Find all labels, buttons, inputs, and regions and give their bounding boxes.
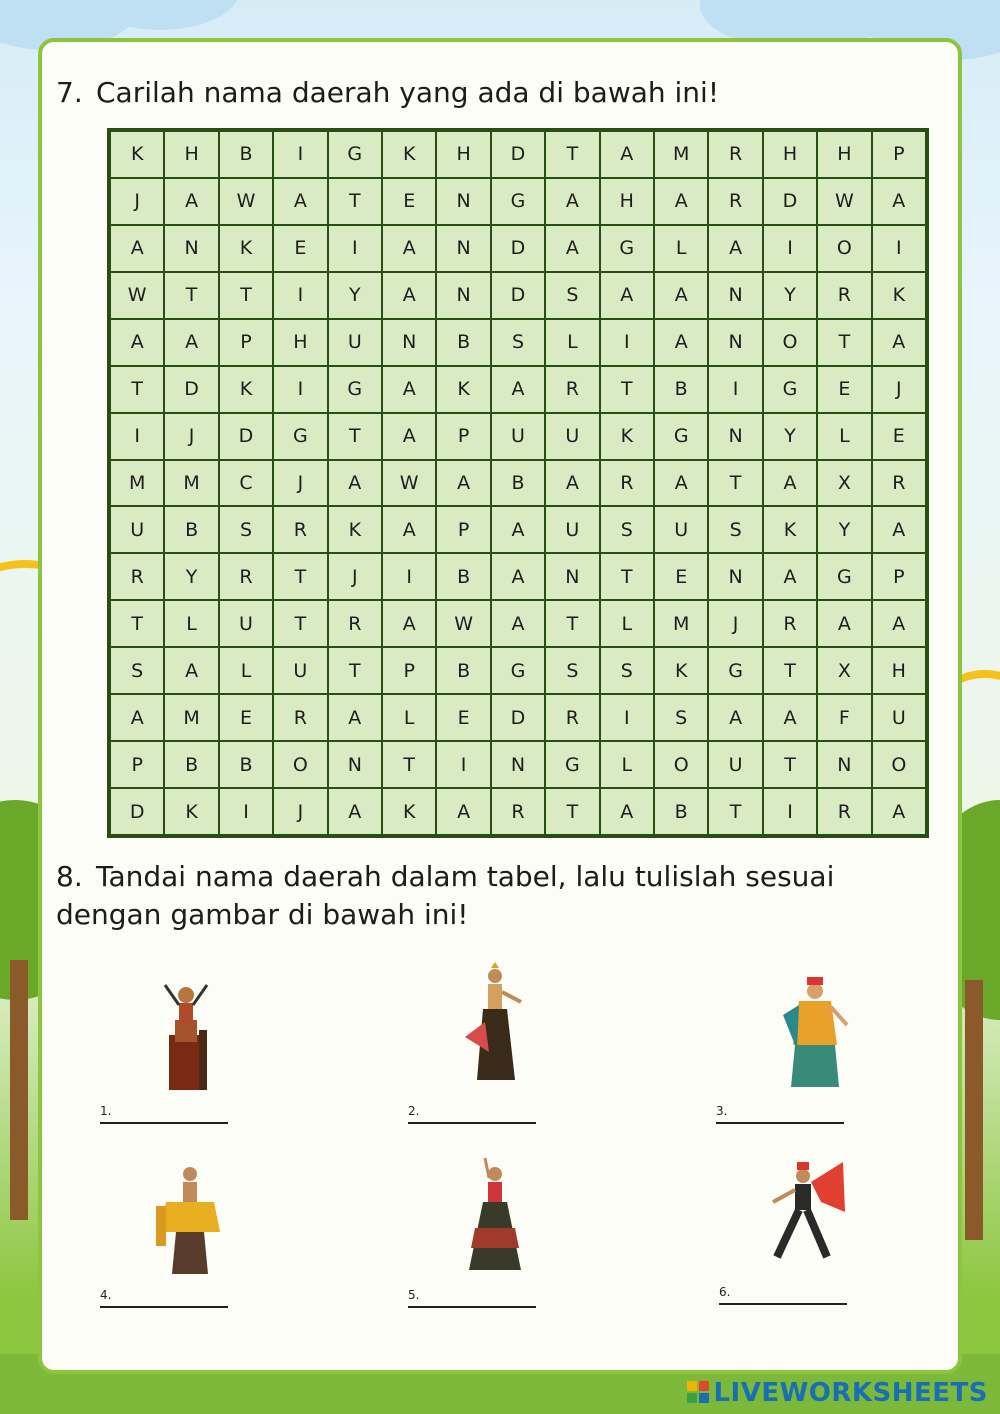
grid-cell[interactable]: I — [872, 225, 926, 272]
grid-cell[interactable]: L — [164, 600, 218, 647]
grid-cell[interactable]: T — [545, 131, 599, 178]
grid-cell[interactable]: A — [654, 178, 708, 225]
grid-cell[interactable]: K — [382, 788, 436, 835]
answer-label-2: 2. — [408, 1104, 420, 1118]
answer-label-1: 1. — [100, 1104, 112, 1118]
grid-cell[interactable]: D — [164, 366, 218, 413]
grid-cell[interactable]: H — [436, 131, 490, 178]
grid-cell[interactable]: T — [545, 600, 599, 647]
grid-cell[interactable]: B — [164, 506, 218, 553]
grid-cell[interactable]: T — [110, 366, 164, 413]
grid-cell[interactable]: R — [817, 272, 871, 319]
grid-cell[interactable]: U — [708, 741, 762, 788]
grid-cell[interactable]: I — [382, 553, 436, 600]
grid-cell[interactable]: Y — [164, 553, 218, 600]
grid-cell[interactable]: R — [219, 553, 273, 600]
grid-cell[interactable]: A — [545, 225, 599, 272]
grid-cell[interactable]: A — [872, 788, 926, 835]
dancer-figure-5-image — [455, 1158, 535, 1278]
grid-cell[interactable]: G — [817, 553, 871, 600]
grid-cell[interactable]: K — [872, 272, 926, 319]
grid-cell[interactable]: W — [436, 600, 490, 647]
answer-label-3: 3. — [716, 1104, 728, 1118]
grid-cell[interactable]: L — [545, 319, 599, 366]
grid-cell[interactable]: T — [708, 460, 762, 507]
grid-cell[interactable]: R — [872, 460, 926, 507]
grid-cell[interactable]: T — [763, 647, 817, 694]
question-8 — [56, 858, 932, 934]
question-8-number: 8. — [56, 860, 83, 893]
grid-cell[interactable]: U — [654, 506, 708, 553]
grid-cell[interactable]: B — [436, 319, 490, 366]
grid-cell[interactable]: D — [491, 131, 545, 178]
grid-cell[interactable]: Y — [763, 413, 817, 460]
grid-cell[interactable]: T — [545, 788, 599, 835]
grid-cell[interactable]: E — [273, 225, 327, 272]
grid-cell[interactable]: B — [219, 741, 273, 788]
grid-cell[interactable]: E — [817, 366, 871, 413]
grid-cell[interactable]: K — [219, 366, 273, 413]
grid-cell[interactable]: D — [763, 178, 817, 225]
grid-cell[interactable]: E — [382, 178, 436, 225]
grid-cell[interactable]: Y — [763, 272, 817, 319]
grid-cell[interactable]: N — [708, 413, 762, 460]
grid-cell[interactable]: T — [382, 741, 436, 788]
grid-cell[interactable]: J — [273, 788, 327, 835]
grid-cell[interactable]: A — [110, 319, 164, 366]
grid-cell[interactable]: H — [763, 131, 817, 178]
grid-cell[interactable]: U — [545, 413, 599, 460]
grid-cell[interactable]: P — [872, 131, 926, 178]
grid-cell[interactable]: U — [872, 694, 926, 741]
grid-cell[interactable]: K — [600, 413, 654, 460]
grid-cell[interactable]: S — [600, 647, 654, 694]
grid-cell[interactable]: T — [817, 319, 871, 366]
grid-cell[interactable]: R — [708, 131, 762, 178]
answer-line-3[interactable] — [716, 1122, 844, 1124]
grid-cell[interactable]: A — [872, 319, 926, 366]
grid-cell[interactable]: A — [654, 272, 708, 319]
grid-cell[interactable]: A — [436, 788, 490, 835]
grid-cell[interactable]: G — [654, 413, 708, 460]
grid-cell[interactable]: B — [436, 647, 490, 694]
grid-cell[interactable]: I — [708, 366, 762, 413]
grid-cell[interactable]: S — [600, 506, 654, 553]
grid-cell[interactable]: A — [436, 460, 490, 507]
grid-cell[interactable]: L — [817, 413, 871, 460]
grid-cell[interactable]: G — [273, 413, 327, 460]
grid-cell[interactable]: C — [219, 460, 273, 507]
grid-cell[interactable]: N — [708, 272, 762, 319]
grid-cell[interactable]: I — [600, 319, 654, 366]
grid-cell[interactable]: U — [545, 506, 599, 553]
grid-cell[interactable]: R — [110, 553, 164, 600]
grid-cell[interactable]: N — [382, 319, 436, 366]
grid-cell[interactable]: G — [491, 647, 545, 694]
grid-cell[interactable]: A — [273, 178, 327, 225]
grid-cell[interactable]: N — [328, 741, 382, 788]
grid-cell[interactable]: B — [219, 131, 273, 178]
grid-cell[interactable]: L — [600, 600, 654, 647]
grid-cell[interactable]: T — [273, 553, 327, 600]
grid-cell[interactable]: P — [110, 741, 164, 788]
grid-cell[interactable]: G — [328, 366, 382, 413]
grid-cell[interactable]: O — [817, 225, 871, 272]
grid-cell[interactable]: T — [600, 366, 654, 413]
grid-cell[interactable]: I — [763, 225, 817, 272]
answer-field-2[interactable] — [408, 1104, 538, 1124]
grid-cell[interactable]: A — [817, 600, 871, 647]
grid-cell[interactable]: L — [600, 741, 654, 788]
question-8-text: Tandai nama daerah dalam tabel, lalu tulislah sesuai dengan gambar di bawah ini! — [56, 860, 835, 931]
grid-cell[interactable]: X — [817, 460, 871, 507]
grid-cell[interactable]: A — [382, 413, 436, 460]
grid-cell[interactable]: N — [491, 741, 545, 788]
grid-cell[interactable]: Y — [817, 506, 871, 553]
liveworksheets-brand[interactable] — [687, 1378, 988, 1408]
grid-cell[interactable]: R — [491, 788, 545, 835]
grid-cell[interactable]: A — [110, 225, 164, 272]
grid-cell[interactable]: A — [708, 694, 762, 741]
answer-field-5[interactable] — [408, 1288, 538, 1308]
question-7-number: 7. — [56, 76, 83, 109]
grid-cell[interactable]: K — [164, 788, 218, 835]
grid-cell[interactable]: T — [164, 272, 218, 319]
grid-cell[interactable]: A — [600, 131, 654, 178]
grid-cell[interactable]: I — [436, 741, 490, 788]
answer-field-6[interactable] — [719, 1285, 849, 1305]
liveworksheets-logo-icon — [687, 1381, 709, 1403]
grid-cell[interactable]: R — [273, 506, 327, 553]
answer-label-4: 4. — [100, 1288, 112, 1302]
grid-cell[interactable]: J — [872, 366, 926, 413]
grid-cell[interactable]: P — [219, 319, 273, 366]
answer-line-6[interactable] — [719, 1303, 847, 1305]
grid-cell[interactable]: A — [164, 319, 218, 366]
grid-cell[interactable]: J — [164, 413, 218, 460]
grid-cell[interactable]: B — [436, 553, 490, 600]
grid-cell[interactable]: E — [219, 694, 273, 741]
grid-cell[interactable]: N — [436, 178, 490, 225]
grid-cell[interactable]: A — [708, 225, 762, 272]
grid-cell[interactable]: R — [545, 694, 599, 741]
grid-cell[interactable]: B — [491, 460, 545, 507]
grid-cell[interactable]: K — [219, 225, 273, 272]
grid-cell[interactable]: H — [872, 647, 926, 694]
grid-cell[interactable]: G — [491, 178, 545, 225]
grid-cell[interactable]: R — [763, 600, 817, 647]
grid-cell[interactable]: R — [328, 600, 382, 647]
answer-field-4[interactable] — [100, 1288, 230, 1308]
grid-cell[interactable]: T — [708, 788, 762, 835]
grid-cell[interactable]: J — [328, 553, 382, 600]
grid-cell[interactable]: W — [382, 460, 436, 507]
grid-cell[interactable]: J — [273, 460, 327, 507]
grid-cell[interactable]: T — [110, 600, 164, 647]
grid-cell[interactable]: A — [654, 460, 708, 507]
grid-cell[interactable]: G — [708, 647, 762, 694]
grid-cell[interactable]: N — [436, 225, 490, 272]
grid-cell[interactable]: A — [328, 460, 382, 507]
grid-cell[interactable]: A — [545, 460, 599, 507]
grid-cell[interactable]: A — [491, 553, 545, 600]
grid-cell[interactable]: A — [763, 553, 817, 600]
grid-cell[interactable]: L — [654, 225, 708, 272]
grid-cell[interactable]: K — [382, 131, 436, 178]
grid-cell[interactable]: I — [219, 788, 273, 835]
grid-cell[interactable]: A — [328, 694, 382, 741]
grid-cell[interactable]: I — [273, 131, 327, 178]
grid-cell[interactable]: J — [110, 178, 164, 225]
grid-cell[interactable]: R — [273, 694, 327, 741]
grid-cell[interactable]: B — [164, 741, 218, 788]
grid-cell[interactable]: F — [817, 694, 871, 741]
grid-cell[interactable]: L — [382, 694, 436, 741]
grid-cell[interactable]: T — [219, 272, 273, 319]
dancer-figure-4-image — [150, 1162, 230, 1282]
drummer-figure-image — [155, 975, 235, 1095]
grid-cell[interactable]: S — [654, 694, 708, 741]
grid-cell[interactable]: G — [328, 131, 382, 178]
grid-cell[interactable]: A — [328, 788, 382, 835]
grid-cell[interactable]: E — [872, 413, 926, 460]
answer-label-5: 5. — [408, 1288, 420, 1302]
grid-cell[interactable]: D — [110, 788, 164, 835]
grid-cell[interactable]: A — [654, 319, 708, 366]
grid-cell[interactable]: W — [219, 178, 273, 225]
grid-cell[interactable]: W — [817, 178, 871, 225]
grid-cell[interactable]: E — [436, 694, 490, 741]
grid-cell[interactable]: M — [164, 460, 218, 507]
grid-cell[interactable]: T — [328, 178, 382, 225]
grid-cell[interactable]: U — [328, 319, 382, 366]
grid-cell[interactable]: N — [164, 225, 218, 272]
grid-cell[interactable]: U — [219, 600, 273, 647]
answer-line-1[interactable] — [100, 1122, 228, 1124]
grid-cell[interactable]: D — [491, 694, 545, 741]
grid-cell[interactable]: L — [219, 647, 273, 694]
brand-name: LIVEWORKSHEETS — [713, 1378, 988, 1408]
answer-line-5[interactable] — [408, 1306, 536, 1308]
dancer-figure-2-image — [455, 962, 535, 1082]
grid-cell[interactable]: N — [708, 553, 762, 600]
word-search-grid[interactable] — [107, 128, 929, 838]
grid-cell[interactable]: K — [110, 131, 164, 178]
grid-cell[interactable]: O — [872, 741, 926, 788]
grid-cell[interactable]: X — [817, 647, 871, 694]
grid-cell[interactable]: H — [600, 178, 654, 225]
grid-cell[interactable]: S — [545, 647, 599, 694]
grid-cell[interactable]: N — [436, 272, 490, 319]
grid-cell[interactable]: I — [328, 225, 382, 272]
grid-cell[interactable]: A — [872, 600, 926, 647]
grid-cell[interactable]: I — [600, 694, 654, 741]
answer-label-6: 6. — [719, 1285, 731, 1299]
grid-cell[interactable]: T — [328, 647, 382, 694]
grid-cell[interactable]: B — [654, 788, 708, 835]
grid-cell[interactable]: P — [872, 553, 926, 600]
grid-cell[interactable]: I — [110, 413, 164, 460]
grid-cell[interactable]: I — [273, 272, 327, 319]
grid-cell[interactable]: A — [872, 506, 926, 553]
grid-cell[interactable]: A — [382, 272, 436, 319]
grid-cell[interactable]: D — [491, 272, 545, 319]
answer-line-4[interactable] — [100, 1306, 228, 1308]
grid-cell[interactable]: T — [600, 553, 654, 600]
grid-cell[interactable]: A — [600, 788, 654, 835]
grid-cell[interactable]: H — [273, 319, 327, 366]
grid-cell[interactable]: P — [382, 647, 436, 694]
grid-cell[interactable]: U — [110, 506, 164, 553]
grid-cell[interactable]: G — [763, 366, 817, 413]
grid-cell[interactable]: S — [219, 506, 273, 553]
grid-cell[interactable]: A — [545, 178, 599, 225]
dancer-figure-3-image — [775, 975, 855, 1095]
grid-cell[interactable]: H — [164, 131, 218, 178]
grid-cell[interactable]: D — [219, 413, 273, 460]
grid-cell[interactable]: N — [817, 741, 871, 788]
grid-cell[interactable]: S — [708, 506, 762, 553]
grid-cell[interactable]: K — [328, 506, 382, 553]
grid-cell[interactable]: A — [164, 647, 218, 694]
question-7-text: Carilah nama daerah yang ada di bawah ini! — [96, 76, 720, 109]
grid-cell[interactable]: M — [110, 460, 164, 507]
grid-cell[interactable]: S — [491, 319, 545, 366]
grid-cell[interactable]: A — [382, 225, 436, 272]
grid-cell[interactable]: A — [491, 506, 545, 553]
grid-cell[interactable]: M — [654, 600, 708, 647]
dancer-figure-6-image — [765, 1162, 845, 1282]
grid-cell[interactable]: S — [545, 272, 599, 319]
grid-cell[interactable]: H — [817, 131, 871, 178]
grid-cell[interactable]: I — [763, 788, 817, 835]
question-7 — [56, 74, 719, 112]
grid-cell[interactable]: A — [382, 600, 436, 647]
grid-cell[interactable]: A — [110, 694, 164, 741]
grid-cell[interactable]: O — [763, 319, 817, 366]
grid-cell[interactable]: T — [763, 741, 817, 788]
grid-cell[interactable]: I — [273, 366, 327, 413]
answer-field-1[interactable] — [100, 1104, 230, 1124]
grid-cell[interactable]: D — [491, 225, 545, 272]
grid-cell[interactable]: R — [708, 178, 762, 225]
grid-cell[interactable]: R — [600, 460, 654, 507]
grid-cell[interactable]: A — [382, 506, 436, 553]
grid-cell[interactable]: R — [817, 788, 871, 835]
grid-cell[interactable]: Y — [328, 272, 382, 319]
grid-cell[interactable]: K — [436, 366, 490, 413]
grid-cell[interactable]: J — [708, 600, 762, 647]
grid-cell[interactable]: G — [545, 741, 599, 788]
grid-cell[interactable]: P — [436, 506, 490, 553]
grid-cell[interactable]: B — [654, 366, 708, 413]
grid-cell[interactable]: A — [872, 178, 926, 225]
grid-cell[interactable]: S — [110, 647, 164, 694]
grid-cell[interactable]: P — [436, 413, 490, 460]
grid-cell[interactable]: A — [164, 178, 218, 225]
grid-cell[interactable]: T — [273, 600, 327, 647]
grid-cell[interactable]: T — [328, 413, 382, 460]
grid-cell[interactable]: A — [491, 366, 545, 413]
grid-cell[interactable]: R — [545, 366, 599, 413]
grid-cell[interactable]: N — [545, 553, 599, 600]
grid-cell[interactable]: O — [654, 741, 708, 788]
grid-cell[interactable]: K — [763, 506, 817, 553]
grid-cell[interactable]: O — [273, 741, 327, 788]
grid-cell[interactable]: M — [654, 131, 708, 178]
grid-cell[interactable]: G — [600, 225, 654, 272]
answer-field-3[interactable] — [716, 1104, 846, 1124]
grid-cell[interactable]: A — [491, 600, 545, 647]
grid-cell[interactable]: A — [763, 460, 817, 507]
grid-cell[interactable]: U — [273, 647, 327, 694]
grid-cell[interactable]: N — [708, 319, 762, 366]
grid-cell[interactable]: E — [654, 553, 708, 600]
grid-cell[interactable]: U — [491, 413, 545, 460]
grid-cell[interactable]: M — [164, 694, 218, 741]
grid-cell[interactable]: A — [763, 694, 817, 741]
grid-cell[interactable]: K — [654, 647, 708, 694]
grid-cell[interactable]: A — [382, 366, 436, 413]
answer-line-2[interactable] — [408, 1122, 536, 1124]
grid-cell[interactable]: W — [110, 272, 164, 319]
grid-cell[interactable]: A — [600, 272, 654, 319]
